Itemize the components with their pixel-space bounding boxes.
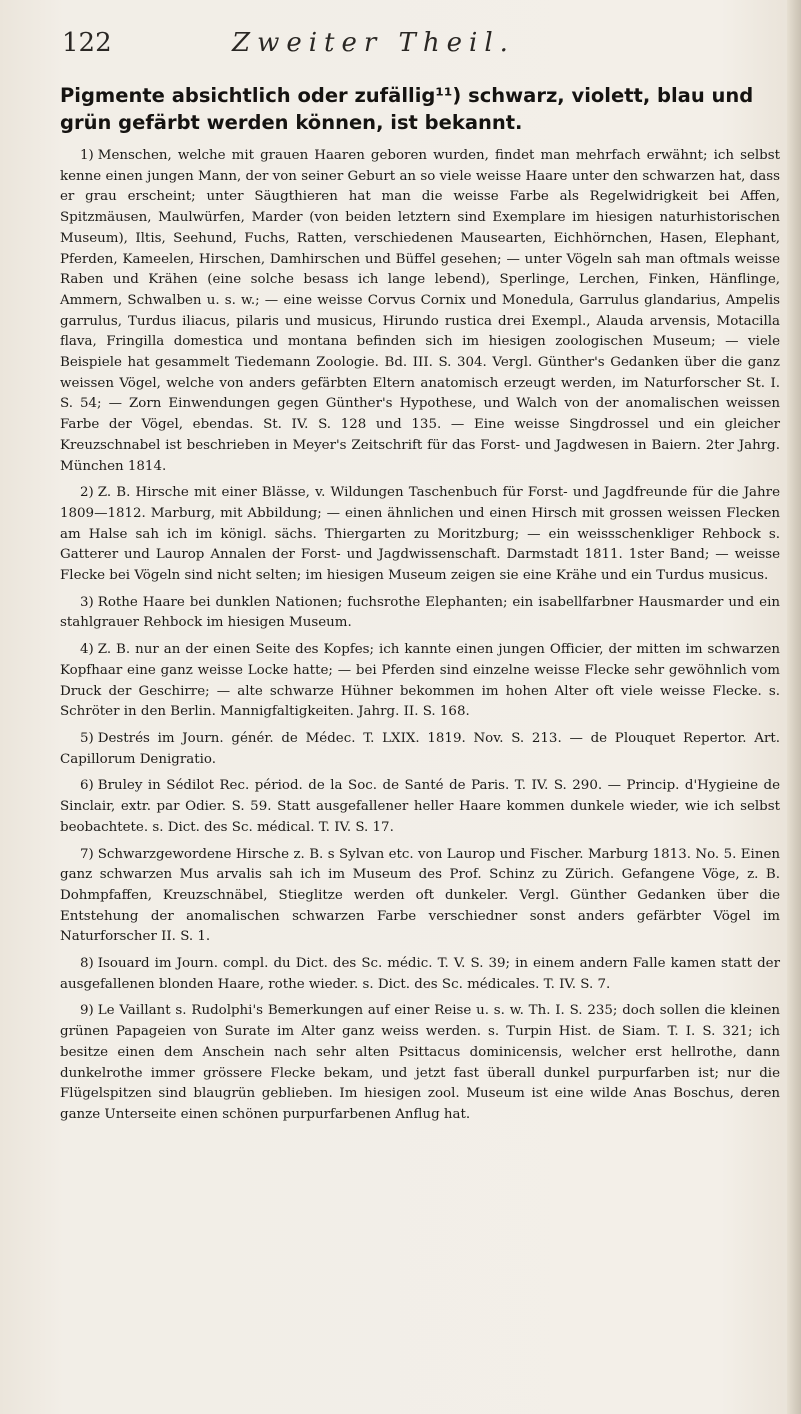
footnote-text: Z. B. nur an der einen Seite des Kopfes; ich kannte einen jungen Officier, der mitten im schwarzen Kopfhaar eine ganz weisse Locke hatte; — bei Pferden sind einzelne weisse Flecke sehr gewöhnlich vom Druck der Geschirre; — alte schwarze Hühner bekommen im hohen Alter oft viele weisse Flecke. s. Schröter in den Berlin. Mannigfaltigkeiten. Jahrg. II. S. 168.: [60, 642, 780, 720]
footnote-text: Rothe Haare bei dunklen Nationen; fuchsrothe Elephanten; ein isabellfarbner Hausmarder und ein stahlgrauer Rehbock im hiesigen Museum.: [60, 594, 780, 631]
footnote-5: [60, 729, 780, 770]
footnote-text: Menschen, welche mit grauen Haaren geboren wurden, findet man mehrfach erwähnt; ich selbst kenne einen jungen Mann, der von seiner Geburt an so viele weisse Haare unter den schwarzen hat, dass er grau erscheint; unter Säugthieren hat man die weisse Farbe als Regelwidrigkeit bei Affen, Spitzmäusen, Maulwürfen, Marder (von beiden letztern sind Exemplare im hiesigen naturhistorischen Museum), Iltis, Seehund, Fuchs, Ratten, verschiedenen Mausearten, Eichhörnchen, Hasen, Elephant, Pferden, Kameelen, Hirschen, Damhirschen und Büffel gesehen; — unter Vögeln sah man oftmals weisse Raben und Krähen (eine solche besass ich lange lebend), Sperlinge, Lerchen, Finken, Hänflinge, Ammern, Schwalben u. s. w.; — eine weisse Corvus Cornix und Monedula, Garrulus glandarius, Ampelis garrulus, Turdus iliacus, pilaris und musicus, Hirundo rustica drei Exempl., Alauda arvensis, Motacilla flava, Fringilla domestica und montana befinden sich im hiesigen zoologischen Museum; — viele Beispiele hat gesammelt Tiedemann Zoologie. Bd. III. S. 304. Vergl. Günther's Gedanken über die ganz weissen Vögel, welche von anders gefärbten Eltern anatomisch erzeugt werden, im Naturforscher St. I. S. 54; — Zorn Einwendungen gegen Günther's Hypothese, und Walch von der anomalischen weissen Farbe der Vögel, ebendas. St. IV. S. 128 und 135. — Eine weisse Singdrossel und ein gleicher Kreuzschnabel ist beschrieben in Meyer's Zeitschrift für das Forst- und Jagdwesen in Baiern. 2ter Jahrg. München 1814.: [60, 148, 780, 474]
footnote-6: [60, 776, 780, 838]
running-head: Zweiter Theil.: [232, 28, 515, 58]
footnote-4: [60, 640, 780, 723]
footnote-number: 9): [80, 1003, 94, 1019]
footnote-text: Schwarzgewordene Hirsche z. B. s Sylvan etc. von Laurop und Fischer. Marburg 1813. No. 5. Einen ganz schwarzen Mus arvalis sah ich im Museum des Prof. Schinz zu Zürich. Gefangene Vöge, z. B. Dohmpfaffen, Kreuzschnäbel, Stieglitze werden oft dunkeler. Vergl. Günther Gedanken über die Entstehung der anomalischen schwarzen Farbe verschiedner sonst anders gefärbter Vögel im Naturforscher II. S. 1.: [60, 846, 780, 945]
page-number: 122: [62, 28, 112, 58]
footnote-text: Bruley in Sédilot Rec. périod. de la Soc. de Santé de Paris. T. IV. S. 290. — Princip. d'Hygieine de Sinclair, extr. par Odier. S. 59. Statt ausgefallener heller Haare kommen dunkele wieder, wie ich selbst beobachtete. s. Dict. des Sc. médical. T. IV. S. 17.: [60, 778, 780, 835]
footnote-text: Destrés im Journ. génér. de Médec. T. LXIX. 1819. Nov. S. 213. — de Plouquet Repertor. Art. Capillorum Denigratio.: [60, 730, 780, 767]
footnote-number: 5): [80, 730, 94, 746]
page-header: [62, 26, 762, 66]
footnote-text: Z. B. Hirsche mit einer Blässe, v. Wildungen Taschenbuch für Forst- und Jagdfreunde für die Jahre 1809—1812. Marburg, mit Abbildung; — einen ähnlichen und einen Hirsch mit grossen weissen Flecken am Halse sah ich im königl. sächs. Thiergarten zu Moritzburg; — ein weissschenkliger Rehbock s. Gatterer und Laurop Annalen der Forst- und Jagdwissenschaft. Darmstadt 1811. 1ster Band; — weisse Flecke bei Vögeln sind nicht selten; im hiesigen Museum zeigen sie eine Krähe und ein Turdus musicus.: [60, 485, 780, 584]
footnote-text: Le Vaillant s. Rudolphi's Bemerkungen auf einer Reise u. s. w. Th. I. S. 235; doch sollen die kleinen grünen Papageien von Surate im Alter ganz weiss werden. s. Turpin Hist. de Siam. T. I. S. 321; ich besitze einen dem Anschein nach sehr alten Psittacus dominicensis, welcher erst hellrothe, dann dunkelrothe immer grössere Flecke bekam, und jetzt fast überall dunkel purpurfarben ist; nur die Flügelspitzen sind blaugrün geblieben. Im hiesigen zool. Museum ist eine wilde Anas Boschus, deren ganze Unterseite einen schönen purpurfarbenen Anflug hat.: [60, 1003, 780, 1122]
footnote-number: 2): [80, 485, 94, 501]
footnote-1: [60, 146, 780, 477]
footnote-number: 7): [80, 846, 94, 862]
footnote-number: 1): [80, 148, 94, 163]
footnote-number: 4): [80, 642, 94, 658]
footnote-7: [60, 845, 780, 949]
footnote-9: [60, 1001, 780, 1125]
footnote-2: [60, 483, 780, 587]
footnote-number: 3): [80, 594, 94, 610]
footnote-3: [60, 593, 780, 634]
footnote-number: 8): [80, 956, 94, 972]
page-edge: [787, 0, 801, 1414]
paragraph-heading: Pigmente absichtlich oder zufällig¹¹) schwarz, violett, blau und grün gefärbt werden können, ist bekannt.: [60, 84, 754, 134]
page-body: [60, 82, 780, 1132]
footnote-number: 6): [80, 778, 94, 794]
footnote-text: Isouard im Journ. compl. du Dict. des Sc. médic. T. V. S. 39; in einem andern Falle kamen statt der ausgefallenen blonden Haare, rothe wieder. s. Dict. des Sc. médicales. T. IV. S. 7.: [60, 956, 780, 992]
footnote-8: [60, 954, 780, 995]
